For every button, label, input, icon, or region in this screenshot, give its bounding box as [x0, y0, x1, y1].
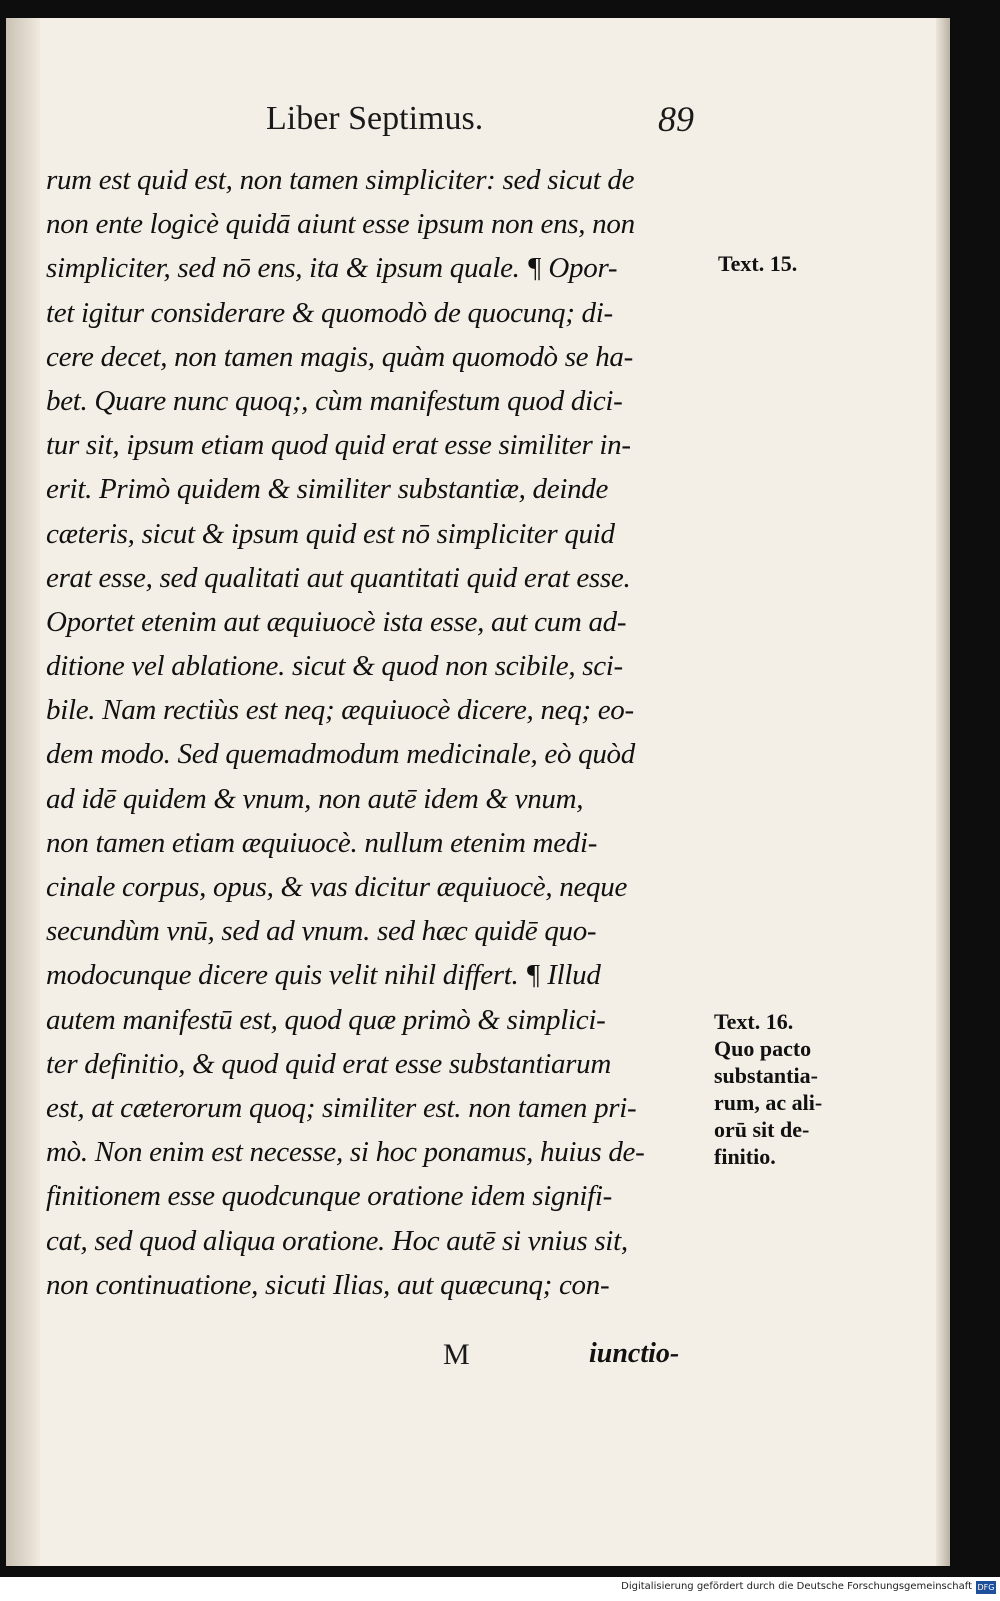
- text-line: simpliciter, sed nō ens, ita & ipsum quale. ¶ Opor-: [46, 252, 618, 285]
- margin-note-text15: Text. 15.: [718, 251, 798, 276]
- text-line: bet. Quare nunc quoq;, cùm manifestum quod dici-: [46, 384, 623, 417]
- page-number: 89: [658, 99, 694, 139]
- text-line: finitionem esse quodcunque oratione idem signifi-: [46, 1180, 613, 1213]
- text-line: ditione vel ablatione. sicut & quod non scibile, sci-: [46, 650, 623, 683]
- text-line: autem manifestū est, quod quæ primò & simplici-: [46, 1003, 606, 1036]
- text-line: non continuatione, sicuti Ilias, aut quæcunq; con-: [46, 1268, 610, 1301]
- catchword: iunctio-: [589, 1338, 680, 1369]
- text-line: cinale corpus, opus, & vas dicitur æquiuocè, neque: [46, 871, 628, 903]
- margin-note-text16: Text. 16.: [714, 1009, 794, 1034]
- margin-note-line: substantia-: [714, 1063, 818, 1088]
- text-line: bile. Nam rectiùs est neq; æquiuocè dicere, neq; eo-: [46, 694, 634, 727]
- margin-note-line: rum, ac ali-: [714, 1090, 823, 1115]
- text-line: est, at cæterorum quoq; similiter est. non tamen pri-: [46, 1091, 637, 1124]
- text-line: mò. Non enim est necesse, si hoc ponamus, huius de-: [46, 1136, 645, 1169]
- book-page: [6, 18, 950, 1566]
- text-line: cere decet, non tamen magis, quàm quomodò se ha-: [46, 340, 633, 373]
- body-text: [46, 158, 706, 1307]
- dfg-logo-icon: DFG: [977, 1583, 995, 1592]
- footer-credit: Digitalisierung gefördert durch die Deutsche Forschungsgemeinschaft: [621, 1581, 972, 1592]
- text-line: ad idē quidem & vnum, non autē idem & vnum,: [46, 782, 584, 815]
- margin-note-block: [714, 1008, 864, 1170]
- page-edge: [936, 18, 950, 1566]
- margin-note-line: orū sit de-: [714, 1117, 810, 1142]
- text-line: secundùm vnū, sed ad vnum. sed hæc quidē quo-: [46, 915, 597, 948]
- margin-note-line: finitio.: [714, 1144, 776, 1169]
- text-line: erat esse, sed qualitati aut quantitati quid erat esse.: [46, 561, 631, 594]
- footer-bar: [0, 1577, 1000, 1601]
- text-line: tet igitur considerare & quomodò de quocunq; di-: [46, 296, 613, 329]
- signature-mark: M: [443, 1338, 470, 1371]
- text-line: modocunque dicere quis velit nihil differt. ¶ Illud: [46, 959, 601, 992]
- page-gutter: [6, 18, 40, 1566]
- text-line: rum est quid est, non tamen simpliciter: sed sicut de: [46, 164, 635, 196]
- running-header: Liber Septimus.: [266, 100, 484, 137]
- text-line: erit. Primò quidem & similiter substantiæ, deinde: [46, 473, 609, 506]
- text-line: tur sit, ipsum etiam quod quid erat esse similiter in-: [46, 429, 631, 462]
- text-line: dem modo. Sed quemadmodum medicinale, eò quòd: [46, 738, 635, 771]
- text-line: cat, sed quod aliqua oratione. Hoc autē si vnius sit,: [46, 1224, 628, 1257]
- text-line: ter definitio, & quod quid erat esse substantiarum: [46, 1047, 611, 1080]
- margin-note-line: Quo pacto: [714, 1036, 812, 1061]
- text-line: non ente logicè quidā aiunt esse ipsum non ens, non: [46, 208, 635, 241]
- text-line: Oportet etenim aut æquiuocè ista esse, aut cum ad-: [46, 605, 627, 638]
- text-line: non tamen etiam æquiuocè. nullum etenim medi-: [46, 826, 598, 859]
- text-line: cæteris, sicut & ipsum quid est nō simpliciter quid: [46, 517, 615, 550]
